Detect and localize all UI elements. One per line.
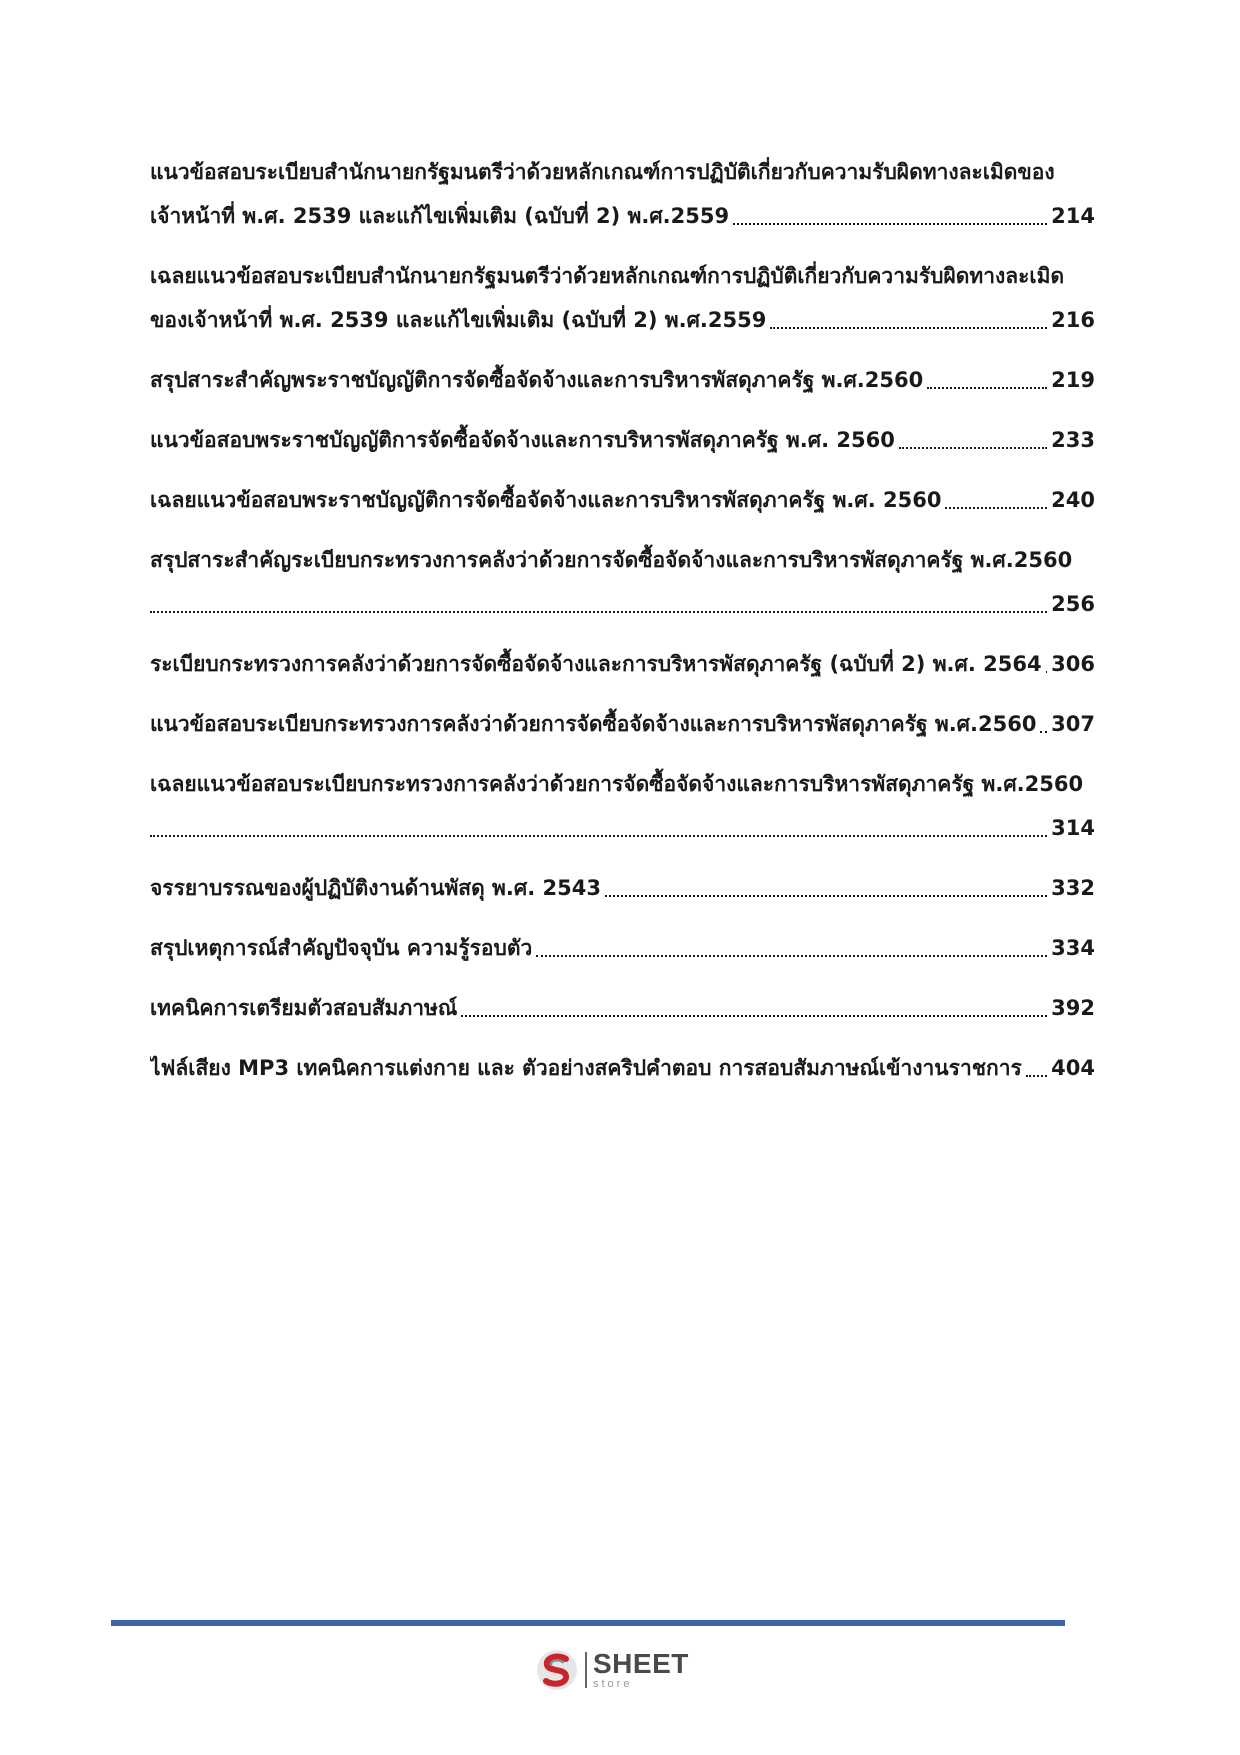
sheet-store-logo [535,1648,689,1692]
toc-entry-lastline [150,642,1095,686]
dot-leader [899,418,1047,462]
toc-entry[interactable] [150,254,1095,342]
toc-entry-lastline [150,298,1095,342]
toc-entry-page-number: 332 [1051,876,1095,900]
toc-entry-title-line1: เฉลยแนวข้อสอบระเบียบสำนักนายกรัฐมนตรีว่าด้วยหลักเกณฑ์การปฏิบัติเกี่ยวกับความรับผิดทางละเมิด [150,264,1065,288]
dot-leader [150,806,1047,850]
toc-entry-lastline [150,418,1095,462]
dot-leader [605,866,1047,910]
dot-leader [150,582,1047,626]
toc-entry-title: เฉลยแนวข้อสอบพระราชบัญญัติการจัดซื้อจัดจ้างและการบริหารพัสดุภาครัฐ พ.ศ. 2560 [150,488,942,512]
toc-entry-lastline [150,194,1095,238]
dot-leader [461,986,1047,1030]
toc-entry-title: สรุปสาระสำคัญพระราชบัญญัติการจัดซื้อจัดจ้างและการบริหารพัสดุภาครัฐ พ.ศ.2560 [150,368,924,392]
toc-entry-page-number: 334 [1051,936,1095,960]
toc-entry[interactable] [150,1046,1095,1090]
toc-entry-lastline [150,582,1095,626]
toc-entry-page-number: 219 [1051,368,1095,392]
dot-leader [536,926,1047,970]
toc-entry-page-number: 404 [1051,1056,1095,1080]
toc-entry[interactable] [150,762,1095,850]
toc-entry-page-number: 240 [1051,488,1095,512]
toc-entry-title: จรรยาบรรณของผู้ปฏิบัติงานด้านพัสดุ พ.ศ. 2543 [150,876,601,900]
toc-entry-title: ไฟล์เสียง MP3 เทคนิคการแต่งกาย และ ตัวอย่างสคริปคำตอบ การสอบสัมภาษณ์เข้างานราชการ [150,1056,1022,1080]
toc-entry[interactable] [150,702,1095,746]
dot-leader [1040,702,1047,746]
toc-entry-page-number: 256 [1051,592,1095,616]
toc-entry-title: สรุปเหตุการณ์สำคัญปัจจุบัน ความรู้รอบตัว [150,936,533,960]
toc-entry[interactable] [150,926,1095,970]
dot-leader [1026,1046,1047,1090]
logo-subtitle: store [593,1678,633,1690]
toc-entry-page-number: 392 [1051,996,1095,1020]
toc-entry-title-line2: ของเจ้าหน้าที่ พ.ศ. 2539 และแก้ไขเพิ่มเติม (ฉบับที่ 2) พ.ศ.2559 [150,308,767,332]
dot-leader [770,298,1047,342]
toc-entry[interactable] [150,642,1095,686]
toc-entry-title-line2: เจ้าหน้าที่ พ.ศ. 2539 และแก้ไขเพิ่มเติม (ฉบับที่ 2) พ.ศ.2559 [150,204,730,228]
dot-leader [733,194,1047,238]
toc-entry[interactable] [150,538,1095,626]
toc-entry-title-line1: แนวข้อสอบระเบียบสำนักนายกรัฐมนตรีว่าด้วยหลักเกณฑ์การปฏิบัติเกี่ยวกับความรับผิดทางละเมิดของ [150,160,1055,184]
toc-entry-page-number: 306 [1051,652,1095,676]
toc-entry-title: เทคนิคการเตรียมตัวสอบสัมภาษณ์ [150,996,458,1020]
logo-wordmark: SHEET [593,1648,689,1679]
toc-entry-lastline [150,866,1095,910]
toc-entry-page-number: 314 [1051,816,1095,840]
toc-entry[interactable] [150,866,1095,910]
toc-entry[interactable] [150,358,1095,402]
toc-entry[interactable] [150,478,1095,522]
toc-entry[interactable] [150,986,1095,1030]
toc-entry[interactable] [150,418,1095,462]
table-of-contents [150,150,1095,1106]
toc-entry-lastline [150,986,1095,1030]
logo-separator [585,1652,587,1688]
toc-entry-page-number: 214 [1051,204,1095,228]
toc-entry-title-line1: สรุปสาระสำคัญระเบียบกระทรวงการคลังว่าด้วยการจัดซื้อจัดจ้างและการบริหารพัสดุภาครัฐ พ.ศ.2560 [150,548,1073,572]
toc-entry-title: แนวข้อสอบระเบียบกระทรวงการคลังว่าด้วยการจัดซื้อจัดจ้างและการบริหารพัสดุภาครัฐ พ.ศ.2560 [150,712,1037,736]
toc-entry-lastline [150,358,1095,402]
toc-entry-lastline [150,806,1095,850]
toc-entry-page-number: 307 [1051,712,1095,736]
dot-leader [927,358,1047,402]
toc-entry-title: แนวข้อสอบพระราชบัญญัติการจัดซื้อจัดจ้างและการบริหารพัสดุภาครัฐ พ.ศ. 2560 [150,428,895,452]
footer-rule [111,1620,1065,1626]
toc-entry-lastline [150,478,1095,522]
toc-entry-title: ระเบียบกระทรวงการคลังว่าด้วยการจัดซื้อจัดจ้างและการบริหารพัสดุภาครัฐ (ฉบับที่ 2) พ.ศ. 2564 [150,652,1042,676]
logo-text [593,1650,689,1690]
toc-entry[interactable] [150,150,1095,238]
toc-entry-page-number: 233 [1051,428,1095,452]
toc-entry-lastline [150,702,1095,746]
toc-entry-title-line1: เฉลยแนวข้อสอบระเบียบกระทรวงการคลังว่าด้วยการจัดซื้อจัดจ้างและการบริหารพัสดุภาครัฐ พ.ศ.2560 [150,772,1084,796]
dot-leader [945,478,1047,522]
toc-entry-page-number: 216 [1051,308,1095,332]
toc-entry-lastline [150,1046,1095,1090]
sheet-store-logo-icon [535,1648,579,1692]
dot-leader [1046,642,1048,686]
toc-entry-lastline [150,926,1095,970]
